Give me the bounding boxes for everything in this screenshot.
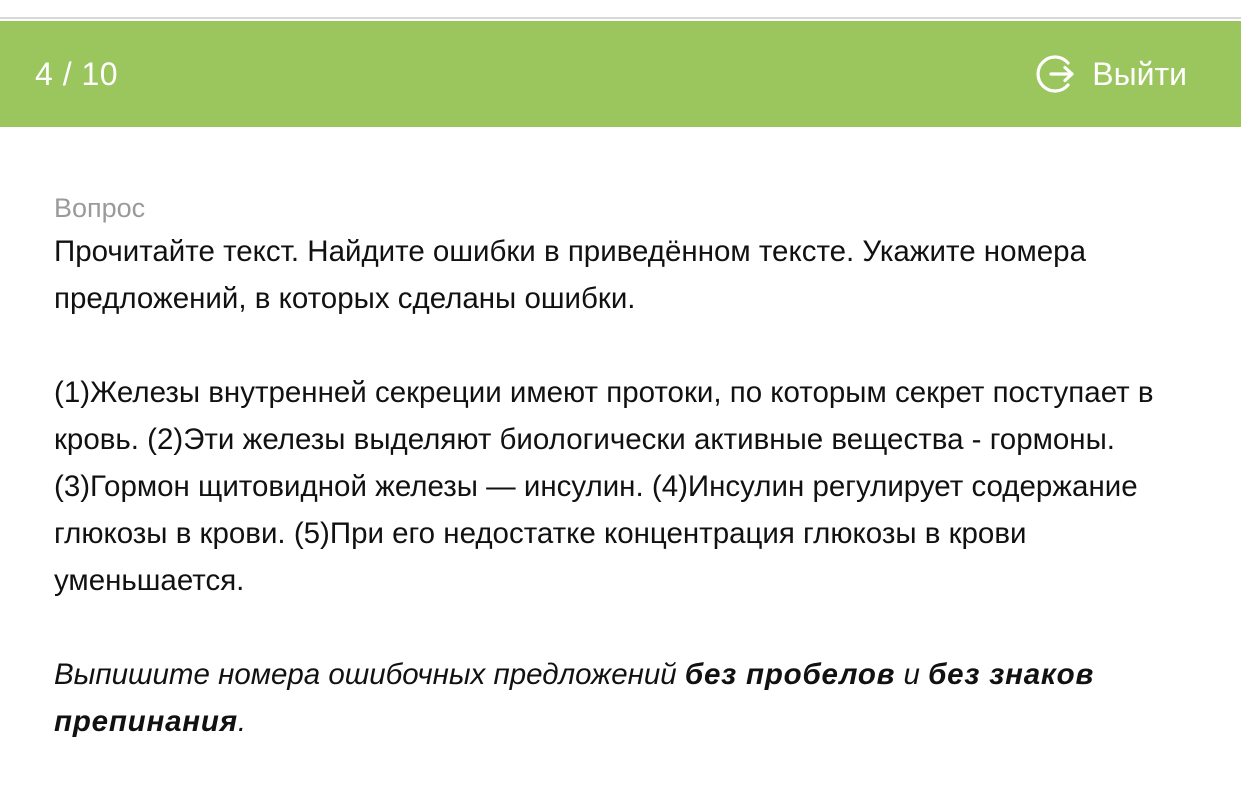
instruction-emphasis-no-spaces: без пробелов	[684, 658, 896, 691]
question-counter: 4 / 10	[35, 56, 119, 92]
instruction-text: .	[237, 705, 247, 738]
question-intro: Прочитайте текст. Найдите ошибки в приведённом тексте. Укажите номера предложений, в которых сделаны ошибки.	[54, 235, 1086, 315]
exit-label: Выйти	[1092, 55, 1187, 92]
instruction-text: Выпишите номера ошибочных предложений	[54, 658, 685, 691]
question-content	[54, 190, 1194, 745]
exit-button[interactable]	[1032, 21, 1187, 127]
top-strip	[0, 0, 1241, 19]
spacer	[54, 604, 1194, 651]
exit-icon	[1032, 51, 1078, 97]
question-body: (1)Железы внутренней секреции имеют протоки, по которым секрет поступает в кровь. (2)Эти железы выделяют биологически активные вещества - гормоны. (3)Гормон щитовидной железы — инсулин. (4)Инсулин регулирует содержание глюкозы в крови. (5)При его недостатке концентрация глюкозы в крови уменьшается.	[54, 376, 1154, 597]
instruction-text: и	[895, 658, 929, 691]
header-bar	[0, 21, 1241, 127]
instruction-emphasis-no-punctuation: без знаков препинания	[54, 658, 1095, 738]
question-label: Вопрос	[54, 193, 146, 223]
answer-instruction	[54, 651, 1194, 745]
spacer	[54, 322, 1194, 369]
